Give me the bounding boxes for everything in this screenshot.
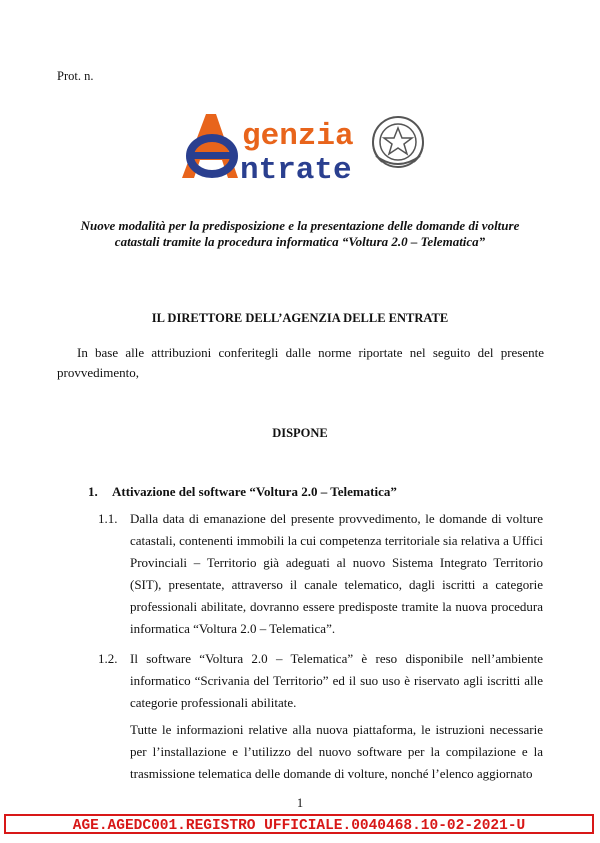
section-1-number: 1. [88,484,98,499]
paragraph-1-1 [98,508,543,640]
director-heading: IL DIRETTORE DELL’AGENZIA DELLE ENTRATE [151,311,449,325]
paragraph-1-2-text: Il software “Voltura 2.0 – Telematica” è reso disponibile nell’ambiente informatico “Scrivania del Territorio” ed il suo uso è riservato agli iscritti alle categorie professionali abilitate. [130,651,543,710]
svg-text:ntrate: ntrate [240,153,352,184]
paragraph-1-2 [98,648,543,714]
protocol-number: Prot. n. [57,69,94,83]
dispone-heading: DISPONE [272,426,328,440]
registry-stamp: AGE.AGEDC001.REGISTRO UFFICIALE.0040468.10-02-2021-U [4,814,594,834]
svg-text:genzia: genzia [242,119,354,154]
section-1-heading [88,484,397,500]
document-subject [60,218,540,250]
italian-republic-emblem-icon [373,117,423,167]
page-number: 1 [296,796,304,810]
subject-line-1: Nuove modalità per la predisposizione e la presentazione delle domande di volture [80,218,520,233]
paragraph-1-1-number: 1.1. [98,511,118,526]
intro-paragraph [57,343,544,383]
paragraph-1-2-text-2: Tutte le informazioni relative alla nuova piattaforma, le istruzioni necessarie per l’installazione e l’utilizzo del nuovo software per la compilazione e la trasmissione telematica delle domande di volture, nonché l’elenco aggiornato [130,722,543,781]
intro-text: In base alle attribuzioni conferitegli dalle norme riportate nel seguito del presente provvedimento, [57,345,544,380]
agenzia-entrate-logo [176,106,436,184]
paragraph-1-2-continued [130,719,543,785]
paragraph-1-1-text: Dalla data di emanazione del presente provvedimento, le domande di volture catastali, contenenti immobili la cui competenza territoriale sia relativa a Uffici Provinciali – Territorio già adeguati al nuovo Sistema Integrato Territorio (SIT), presentate, attraverso il canale telematico, dagli iscritti a categorie professionali abilitate, dovranno essere predisposte tramite la nuova procedura informatica “Voltura 2.0 – Telematica”. [130,511,543,636]
section-1-title: Attivazione del software “Voltura 2.0 – Telematica” [112,484,397,499]
subject-line-2: catastali tramite la procedura informatica “Voltura 2.0 – Telematica” [114,234,486,249]
paragraph-1-2-number: 1.2. [98,651,118,666]
